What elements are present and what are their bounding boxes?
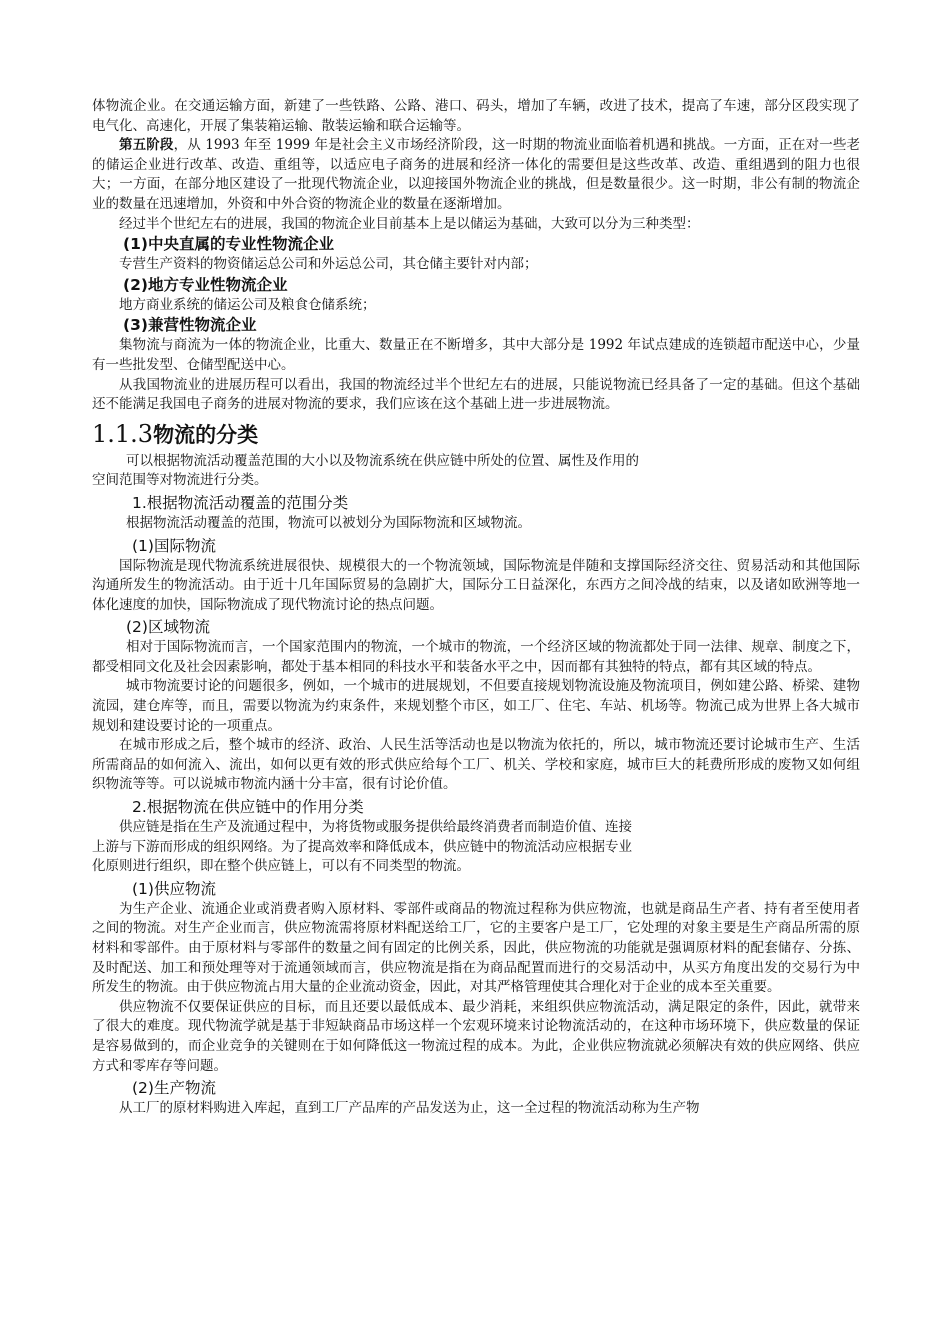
section-title: 物流的分类: [153, 421, 259, 447]
paragraph: 从我国物流业的进展历程可以看出，我国的物流经过半个世纪左右的进展，只能说物流已经具备了一定的基础。但这个基础还不能满足我国电子商务的进展对物流的要求，我们应该在这个基础上进一步进展物流。: [92, 376, 860, 413]
subsection-heading: 2.根据物流在供应链中的作用分类: [132, 798, 364, 817]
subsubsection-heading: (1)供应物流: [132, 879, 216, 898]
type-heading-3: (3)兼营性物流企业: [123, 316, 257, 335]
paragraph: 国际物流是现代物流系统进展很快、规模很大的一个物流领域，国际物流是伴随和支撑国际经济交往、贸易活动和其他国际沟通所发生的物流活动。由于近十几年国际贸易的急剧扩大，国际分工日益深化，东西方之间冷战的结束，以及诸如欧洲等地一体化速度的加快，国际物流成了现代物流讨论的热点问题。: [92, 557, 860, 613]
paragraph: 地方商业系统的储运公司及粮食仓储系统；: [119, 296, 376, 313]
subsection-heading: 1.根据物流活动覆盖的范围分类: [132, 493, 349, 512]
stage-label: 第五阶段: [119, 137, 174, 154]
type-heading-1: (1)中央直属的专业性物流企业: [123, 235, 334, 254]
paragraph: 从工厂的原材料购进入库起，直到工厂产品库的产品发送为止，这一全过程的物流活动称为生产物: [119, 1100, 700, 1117]
paragraph: 上游与下游而形成的组织网络。为了提高效率和降低成本，供应链中的物流活动应根据专业: [92, 838, 632, 855]
paragraph: 在城市形成之后，整个城市的经济、政治、人民生活等活动也是以物流为依托的，所以，城市物流还要讨论城市生产、生活所需商品的如何流入、流出，如何以更有效的形式供应给每个工厂、机关、学校和家庭，城市巨大的耗费所形成的废物又如何组织物流等等。可以说城市物流内涵十分丰富，很有讨论价值。: [92, 737, 860, 793]
paragraph: 体物流企业。在交通运输方面，新建了一些铁路、公路、港口、码头，增加了车辆，改进了技术，提高了车速，部分区段实现了电气化、高速化，开展了集装箱运输、散装运输和联合运输等。: [92, 98, 860, 134]
subsubsection-heading: (2)区域物流: [126, 618, 210, 637]
paragraph: 供应物流不仅要保证供应的目标，而且还要以最低成本、最少消耗，来组织供应物流活动，满足限定的条件，因此，就带来了很大的难度。现代物流学就是基于非短缺商品市场这样一个宏观环境来讨论物流活动的，在这种市场环境下，供应数量的保证是容易做到的，而企业竞争的关键则在于如何降低这一物流过程的成本。为此，企业供应物流就必须解决有效的供应网络、供应方式和零库存等问题。: [92, 998, 860, 1074]
section-heading: [92, 419, 860, 450]
subsubsection-heading: (2)生产物流: [132, 1079, 216, 1098]
paragraph: 第五阶段，从 1993 年至 1999 年是社会主义市场经济阶段，这一时期的物流业面临着机遇和挑战。一方面，正在对一些老的储运企业进行改革、改造、重组等，以适应电子商务的进展和经济一体化的需要但是这些改革、改造、重组遇到的阻力也很大；一方面，在部分地区建设了一批现代物流企业，以迎接国外物流企业的挑战，但是数量很少。这一时期，非公有制的物流企业的数量在迅速增加，外资和中外合资的物流企业的数量在逐渐增加。: [92, 137, 860, 212]
paragraph: 专营生产资料的物资储运总公司和外运总公司，其仓储主要针对内部；: [119, 256, 538, 273]
subsubsection-heading: (1)国际物流: [132, 536, 216, 555]
paragraph: 供应链是指在生产及流通过程中，为将货物或服务提供给最终消费者而制造价值、连接: [119, 819, 632, 836]
paragraph: 可以根据物流活动覆盖范围的大小以及物流系统在供应链中所处的位置、属性及作用的: [126, 452, 639, 469]
paragraph: 城市物流要讨论的问题很多，例如，一个城市的进展规划，不但要直接规划物流设施及物流项目，例如建公路、桥梁、建物流园，建仓库等，而且，需要以物流为约束条件，来规划整个市区，如工厂、住宅、车站、机场等。物流己成为世界上各大城市规划和建设要讨论的一项重点。: [92, 678, 860, 734]
paragraph: 相对于国际物流而言，一个国家范围内的物流，一个城市的物流，一个经济区域的物流都处于同一法律、规章、制度之下，都受相同文化及社会因素影响，都处于基本相同的科技水平和装备水平之中，因而都有其独特的特点，都有其区域的特点。: [92, 639, 860, 675]
section-number: 1.1.3: [92, 419, 154, 448]
paragraph: 为生产企业、流通企业或消费者购入原材料、零部件或商品的物流过程称为供应物流，也就是商品生产者、持有者至使用者之间的物流。对生产企业而言，供应物流需将原材料配送给工厂，它的主要客户是工厂，它处理的对象主要是生产商品所需的原材料和零部件。由于原材料与零部件的数量之间有固定的比例关系，因此，供应物流的功能就是强调原材料的配套储存、分拣、及时配送、加工和预处理等对于流通领域而言，供应物流是指在为商品配置而进行的交易活动中，从买方角度出发的交易行为中所发生的物流。由于供应物流占用大量的企业流动资金，因此，对其严格管理使其合理化对于企业的成本至关重要。: [92, 900, 860, 996]
document-page: [92, 97, 860, 1119]
paragraph: 根据物流活动覆盖的范围，物流可以被划分为国际物流和区域物流。: [126, 514, 531, 531]
paragraph: 化原则进行组织，即在整个供应链上，可以有不同类型的物流。: [92, 858, 470, 875]
paragraph: 空间范围等对物流进行分类。: [92, 472, 268, 489]
type-heading-2: (2)地方专业性物流企业: [123, 275, 288, 294]
paragraph: 集物流与商流为一体的物流企业，比重大、数量正在不断增多，其中大部分是 1992 年试点建成的连锁超市配送中心，少量有一些批发型、仓储型配送中心。: [92, 337, 860, 373]
paragraph: 经过半个世纪左右的进展，我国的物流企业目前基本上是以储运为基础，大致可以分为三种类型：: [119, 215, 700, 232]
